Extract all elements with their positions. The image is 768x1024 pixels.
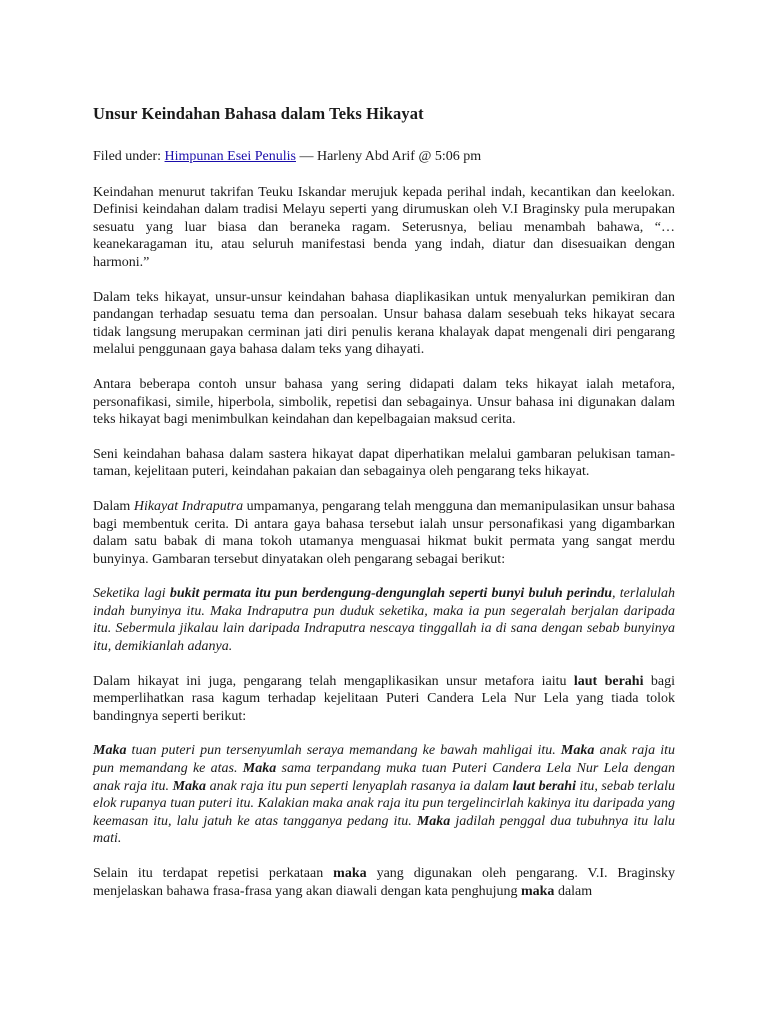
paragraph-3: Antara beberapa contoh unsur bahasa yang sering didapati dalam teks hikayat ialah metafora, personafikasi, simile, hiperbola, simbolik, repetisi dan sebagainya. Unsur bahasa ini digunakan dalam teks hikayat bagi menimbulkan keindahan dan kepelbagaian maksud cerita. (93, 376, 675, 428)
emphasis: bukit permata itu pun berdengung-dengunglah seperti bunyi buluh perindu (169, 586, 613, 602)
paragraph-7 (93, 865, 675, 900)
emphasis: Maka (416, 813, 451, 829)
paragraph-4: Seni keindahan bahasa dalam sastera hikayat dapat diperhatikan melalui gambaran pelukisan taman-taman, kejelitaan puteri, keindahan pakaian dan sebagainya oleh pengarang teks hikayat. (93, 446, 675, 480)
emphasis: Maka (93, 743, 127, 759)
paragraph-6 (93, 673, 675, 726)
emphasis: Maka (560, 743, 595, 759)
emphasis: Maka (242, 761, 277, 777)
text-run: yang digunakan oleh pengarang. V.I. Braginsky menjelaskan bahawa frasa-frasa yang akan diawali dengan kata penghujung (93, 866, 675, 899)
byline: — Harleny Abd Arif @ 5:06 pm (295, 149, 482, 164)
text-run: itu, sebab terlalu elok rupanya tuan puteri itu. Kalakian maka anak raja itu pun tergelincirlah kakinya itu daripada yang keemasan itu, lalu jatuh ke atas tangganya pedang itu. (93, 778, 675, 829)
text-run: Selain itu terdapat repetisi perkataan (93, 866, 334, 881)
emphasis: Maka (172, 778, 207, 794)
text-run: umpamanya, pengarang telah mengguna dan memanipulasikan unsur bahasa bagi membentuk cerita. Di antara gaya bahasa tersebut ialah unsur personafikasi yang digambarkan dalam satu babak di mana tokoh utamanya menguasai hikmat bukit permata yang sangat merdu bunyinya. Gambaran tersebut dinyatakan oleh pengarang sebagai berikut: (93, 498, 676, 567)
emphasis: maka (333, 866, 367, 881)
emphasis: laut berahi (512, 778, 576, 794)
quote-2 (93, 742, 675, 848)
text-run: Seketika lagi (93, 586, 170, 602)
text-run: anak raja itu pun seperti lenyaplah rasanya ia dalam (206, 778, 513, 794)
text-run: jadilah penggal dua tubuhnya itu lalu mati. (93, 813, 675, 847)
text-run: Dalam hikayat ini juga, pengarang telah mengaplikasikan unsur metafora iaitu (93, 673, 574, 689)
text-run: tuan puteri pun tersenyumlah seraya memandang ke bawah mahligai itu. (126, 743, 561, 759)
paragraph-2: Dalam teks hikayat, unsur-unsur keindahan bahasa diaplikasikan untuk menyalurkan pemikiran dan pandangan terhadap sesuatu tema dan persoalan. Unsur bahasa dalam sesebuah teks hikayat secara tidak langsung merupakan cerminan jati diri penulis kerana khalayak dapat mengenali diri pengarang melalui penggunaan gaya bahasa dalam teks yang dihayati. (93, 289, 675, 358)
text-run: Dalam (93, 498, 134, 514)
filed-under-label: Filed under: (93, 149, 165, 164)
book-title: Hikayat Indraputra (133, 498, 244, 514)
quote-1 (93, 585, 675, 655)
emphasis: maka (520, 883, 555, 899)
text-run: anak raja itu pun memandang ke atas. (93, 743, 675, 777)
text-run: , terlalulah indah bunyinya itu. Maka Indraputra pun duduk seketika, maka ia pun segeralah berjalan daripada itu. Sebermula jikalau lain daripada Indraputra nescaya tinggallah ia di sana dengan sebab bunyinya itu, demikianlah adanya. (93, 586, 675, 655)
emphasis: laut berahi (573, 673, 644, 689)
paragraph-5 (93, 498, 675, 568)
article-meta (93, 148, 675, 166)
paragraph-1: Keindahan menurut takrifan Teuku Iskandar merujuk kepada perihal indah, kecantikan dan keelokan. Definisi keindahan dalam tradisi Melayu seperti yang dirumuskan oleh V.I Braginsky pula merupakan sesuatu yang luar biasa dan beraneka ragam. Seterusnya, beliau menambah bahawa, “…keanekaragaman itu, atau seluruh manifestasi benda yang indah, diatur dan disesuaikan dengan harmoni.” (93, 184, 675, 270)
article-title: Unsur Keindahan Bahasa dalam Teks Hikayat (93, 104, 424, 123)
category-link[interactable]: Himpunan Esei Penulis (164, 149, 296, 164)
text-run: bagi memperlihatkan rasa kagum terhadap kejelitaan Puteri Candera Lela Nur Lela yang tiada tolok bandingnya seperti berikut: (93, 673, 675, 724)
text-run: dalam (554, 883, 593, 899)
text-run: sama terpandang muka tuan Puteri Candera Lela Nur Lela dengan anak raja itu. (93, 761, 675, 794)
